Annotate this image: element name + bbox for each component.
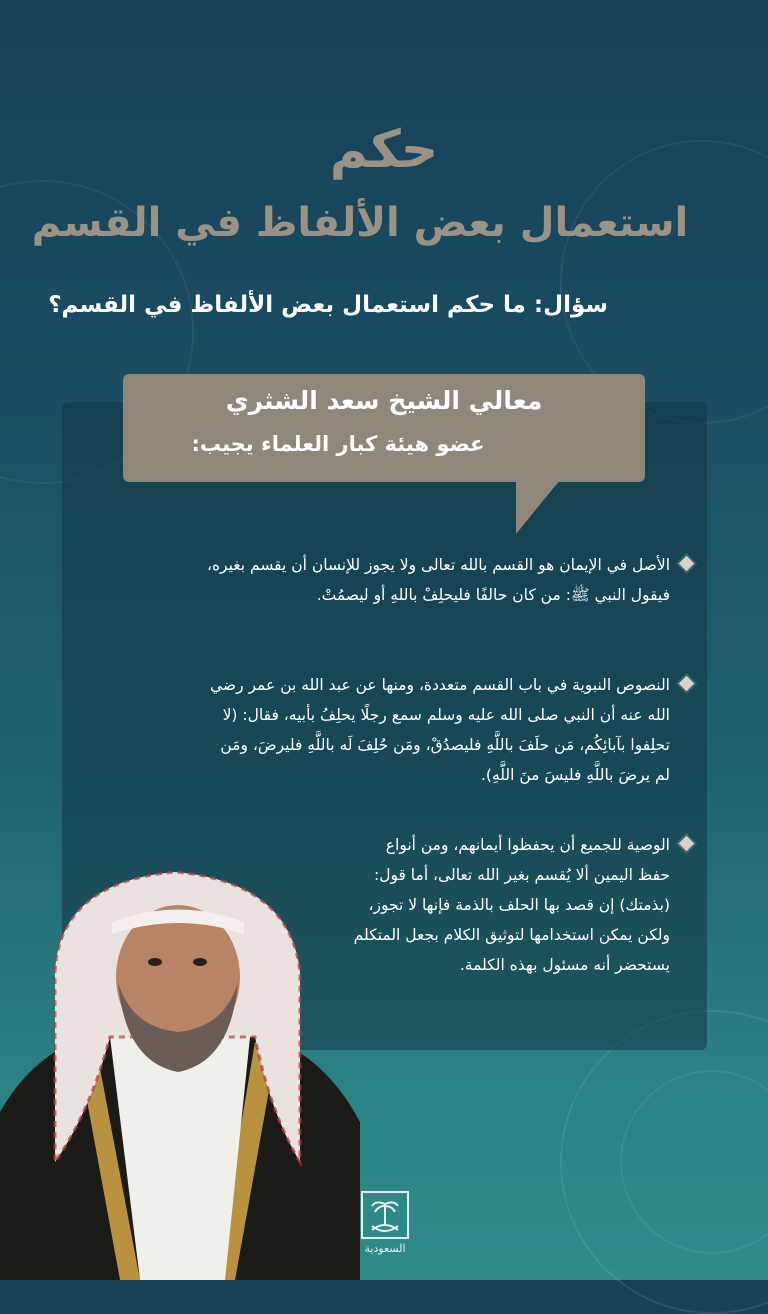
answer-point-3 xyxy=(310,830,670,980)
point-line: النصوص النبوية في باب القسم متعددة، ومنها عن عبد الله بن عمر رضي xyxy=(210,676,670,694)
point-line: الوصية للجميع أن يحفظوا أيمانهم، ومن أنواع xyxy=(385,836,670,854)
question-text: سؤال: ما حكم استعمال بعض الألفاظ في القسم؟ xyxy=(48,292,608,318)
point-line: حفظ اليمين ألا يُقسم بغير الله تعالى، أما قول: xyxy=(373,866,670,884)
point-line: لم يرضَ باللَّهِ فليسَ منَ اللَّهِ). xyxy=(480,766,670,784)
sheikh-portrait-image xyxy=(0,862,360,1280)
point-line: الأصل في الإيمان هو القسم بالله تعالى ولا يجوز للإنسان أن يقسم بغيره، xyxy=(206,556,670,574)
logo-label: السعودية xyxy=(364,1242,406,1255)
page-title: حكم xyxy=(329,120,439,180)
speaker-bubble-tail xyxy=(516,480,560,534)
point-line: ولكن يمكن استخدامها لتوثيق الكلام بجعل المتكلم xyxy=(353,926,670,944)
point-line: يستحضر أنه مسئول بهذه الكلمة. xyxy=(459,956,670,974)
point-line: الله عنه أن النبي صلى الله عليه وسلم سمع رجلًا يحلِفُ بأبيه، فقال: (لا xyxy=(222,706,670,724)
answer-point-2 xyxy=(130,670,670,790)
page-subtitle: استعمال بعض الألفاظ في القسم xyxy=(31,200,689,246)
speaker-role: عضو هيئة كبار العلماء يجيب: xyxy=(191,432,485,456)
point-line: (بذمتك) إن قصد بها الحلف بالذمة فإنها لا تجوز، xyxy=(368,896,670,914)
point-line: فيقول النبي ﷺ: من كان حالفًا فليحلِفْ باللهِ أو ليصمُتْ. xyxy=(316,586,670,604)
point-line: تحلِفوا بآبائِكُم، مَن حلَفَ باللَّهِ فليصدُقْ، ومَن حُلِفَ لَه باللَّهِ فليرضَ، ومَن xyxy=(220,736,670,754)
answer-point-1 xyxy=(130,550,670,610)
speaker-name: معالي الشيخ سعد الشثري xyxy=(225,386,543,415)
